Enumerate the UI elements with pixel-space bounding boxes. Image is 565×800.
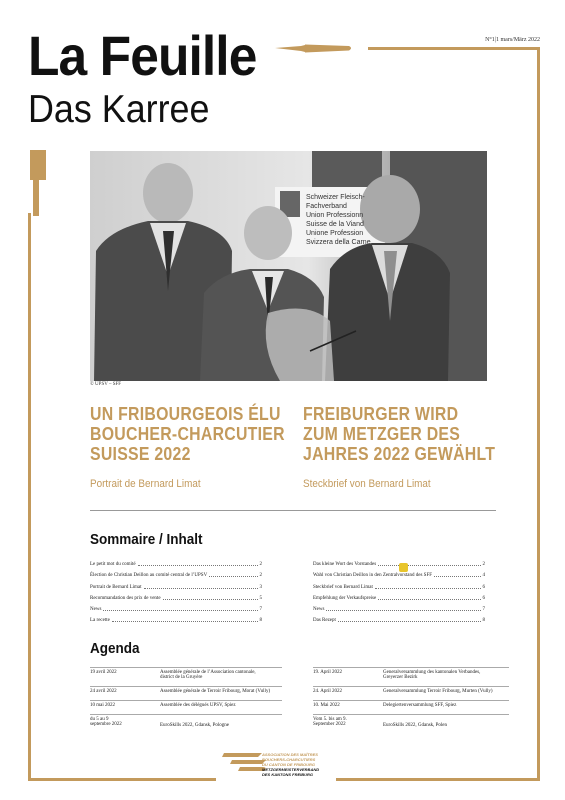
agenda-date-line: du 5 au 9 [90,716,109,722]
cover-photo [90,151,487,381]
photo-sign-text [306,193,371,247]
agenda-date-line: 10 mai 2022 [90,702,115,708]
masthead-subtitle: Das Karree [28,88,210,131]
toc-entry-title: News [313,606,325,612]
toc-entry-title: La recette [90,618,110,624]
agenda-date-line: septembre 2022 [90,721,122,727]
agenda-row [90,714,282,734]
agenda-date [313,717,383,734]
agenda-date [90,717,160,734]
frame-left-line [28,213,31,781]
agenda-row [90,700,282,714]
toc-entry[interactable] [313,612,485,623]
issue-number: N°1|1 mars/März 2022 [485,37,540,43]
agenda-title: Agenda [90,640,140,657]
agenda-date-line: 19. April 2022 [313,669,343,675]
agenda-event-line: Delegiertenversammlung SFF, Spiez [383,702,457,708]
toc-entry[interactable] [313,590,485,601]
frame-top-line [368,47,540,50]
toc-entry-title: Portrait de Bernard Limat [90,584,142,590]
agenda-event-line: EuroSkills 2022, Gdansk, Polen [383,722,448,728]
toc-leader [338,621,481,622]
agenda-date-line: 24. April 2022 [313,688,343,694]
toc-entry-page: 8 [259,618,262,624]
toc-entry-page: 2 [482,562,485,568]
agenda-event [383,703,509,715]
agenda-date-line: 19 avril 2022 [90,669,117,675]
toc-entry-title: Le petit mot du comité [90,562,136,568]
toc-entry-title: Das kleine Wort des Vorstandes [313,562,377,568]
masthead-title: La Feuille [28,24,257,87]
cleaver-icon [28,150,48,216]
agenda-event [383,670,509,682]
agenda-date [313,670,383,682]
photo-credit: © UPSV – SFF [90,382,122,387]
toc-entry-page: 6 [482,595,485,601]
sign-line: Fachverband [306,203,347,210]
logo-line: BOUCHERS-CHARCUTIERS [262,757,316,762]
headline-german[interactable] [303,404,495,464]
toc-entry[interactable] [90,556,262,567]
agenda-date-line: September 2022 [313,721,346,727]
toc-entry[interactable] [313,578,485,589]
toc-leader [103,610,257,611]
toc-entry[interactable] [90,601,262,612]
agenda-row [313,667,509,681]
deck-german: Steckbrief von Bernard Limat [303,478,431,490]
toc-entry-page: 4 [482,573,485,579]
toc-entry-title: Steckbrief von Bernard Limat [313,584,373,590]
association-logo-text [262,752,319,777]
headline-french[interactable] [90,404,285,464]
agenda-event-line: Greyerzer Bezirk [383,674,418,680]
toc-leader [209,576,257,577]
toc-french [90,556,262,623]
agenda-event [160,670,282,682]
toc-entry-page: 7 [482,606,485,612]
headline-line: SUISSE 2022 [90,444,191,464]
toc-entry-title: Empfehlung der Verkaufspreise [313,595,377,601]
toc-entry-page: 8 [482,618,485,624]
toc-leader [378,565,480,566]
highlight-badge-icon [399,563,408,572]
toc-leader [163,599,258,600]
agenda-event-line: Assemblée générale de Terroir Fribourg, Morat (Vully) [160,688,271,694]
headline-line: UN FRIBOURGEOIS ÉLU [90,404,281,424]
logo-line: ASSOCIATION DES MAÎTRES [262,752,318,757]
toc-entry[interactable] [90,578,262,589]
toc-entry[interactable] [90,590,262,601]
toc-entry-page: 2 [259,562,262,568]
agenda-event [160,717,282,734]
agenda-row [90,686,282,700]
agenda-event [383,717,509,734]
agenda-date [90,670,160,682]
agenda-event-line: Assemblée générale de l’Association cantonale, [160,669,256,675]
frame-right-line [537,47,540,781]
headline-line: ZUM METZGER DES [303,424,461,444]
logo-line: DES KANTONS FREIBURG [262,772,314,777]
cover-photo-illustration [90,151,487,381]
sommaire-title: Sommaire / Inhalt [90,531,203,548]
agenda-date-line: 24 avril 2022 [90,688,117,694]
toc-entry-page: 7 [259,606,262,612]
agenda-french [90,667,282,734]
sign-line: Unione Profession [306,230,364,237]
toc-entry-title: Wahl von Christian Deillon in den Zentralvorstand des SFF [313,573,433,579]
agenda-event [160,703,282,715]
agenda-row [313,700,509,714]
agenda-event [383,689,509,701]
agenda-row [313,686,509,700]
agenda-date [90,703,160,715]
agenda-event [160,689,282,701]
toc-entry-page: 2 [259,573,262,579]
toc-entry-title: Das Rezept [313,618,336,624]
frame-bottom-line-right [336,778,540,781]
agenda-row [90,667,282,681]
headline-line: FREIBURGER WIRD [303,404,459,424]
sign-line: Svizzera della Carne [306,239,371,246]
toc-entry[interactable] [90,567,262,578]
agenda-date-line: Vom 5. bis am 9. [313,716,347,722]
headline-line: JAHRES 2022 GEWÄHLT [303,444,496,464]
toc-entry[interactable] [313,601,485,612]
agenda-event-line: Generalversammlung Terroir Fribourg, Murten (Vully) [383,688,493,694]
deck-french: Portrait de Bernard Limat [90,478,201,490]
toc-entry-page: 3 [259,584,262,590]
toc-entry-page: 6 [482,584,485,590]
toc-entry-title: News [90,606,102,612]
agenda-date [313,689,383,701]
agenda-date [90,689,160,701]
toc-leader [144,588,258,589]
knife-icon [275,43,353,55]
toc-leader [326,610,480,611]
toc-entry-title: Recommandation des prix de vente [90,595,161,601]
agenda-date [313,703,383,715]
logo-line: DU CANTON DE FRIBOURG [262,762,316,767]
sign-line: Schweizer Fleisch- [306,194,365,201]
sign-line: Suisse de la Viand [306,221,364,228]
headline-line: BOUCHER-CHARCUTIER [90,424,285,444]
agenda-event-line: EuroSkills 2022, Gdansk, Pologne [160,722,230,728]
toc-entry-title: Élection de Christian Deillon au comité central de l’UPSV [90,573,208,579]
toc-leader [112,621,258,622]
agenda-german [313,667,509,734]
logo-line: METZGERMEISTERVERBAND [262,767,320,772]
toc-entry-page: 5 [259,595,262,601]
agenda-event-line: Generalversammlung des kantonalen Verbandes, [383,669,481,675]
toc-leader [375,588,481,589]
divider [90,510,496,511]
toc-leader [378,599,480,600]
toc-entry[interactable] [90,612,262,623]
agenda-event-line: district de la Gruyère [160,674,203,680]
agenda-row [313,714,509,734]
toc-leader [434,576,480,577]
toc-leader [138,565,258,566]
sign-line: Union Professionn [306,212,364,219]
agenda-event-line: Assemblée des délégués UPSV, Spiez [160,702,236,708]
agenda-date-line: 10. Mai 2022 [313,702,340,708]
frame-bottom-line-left [28,778,216,781]
